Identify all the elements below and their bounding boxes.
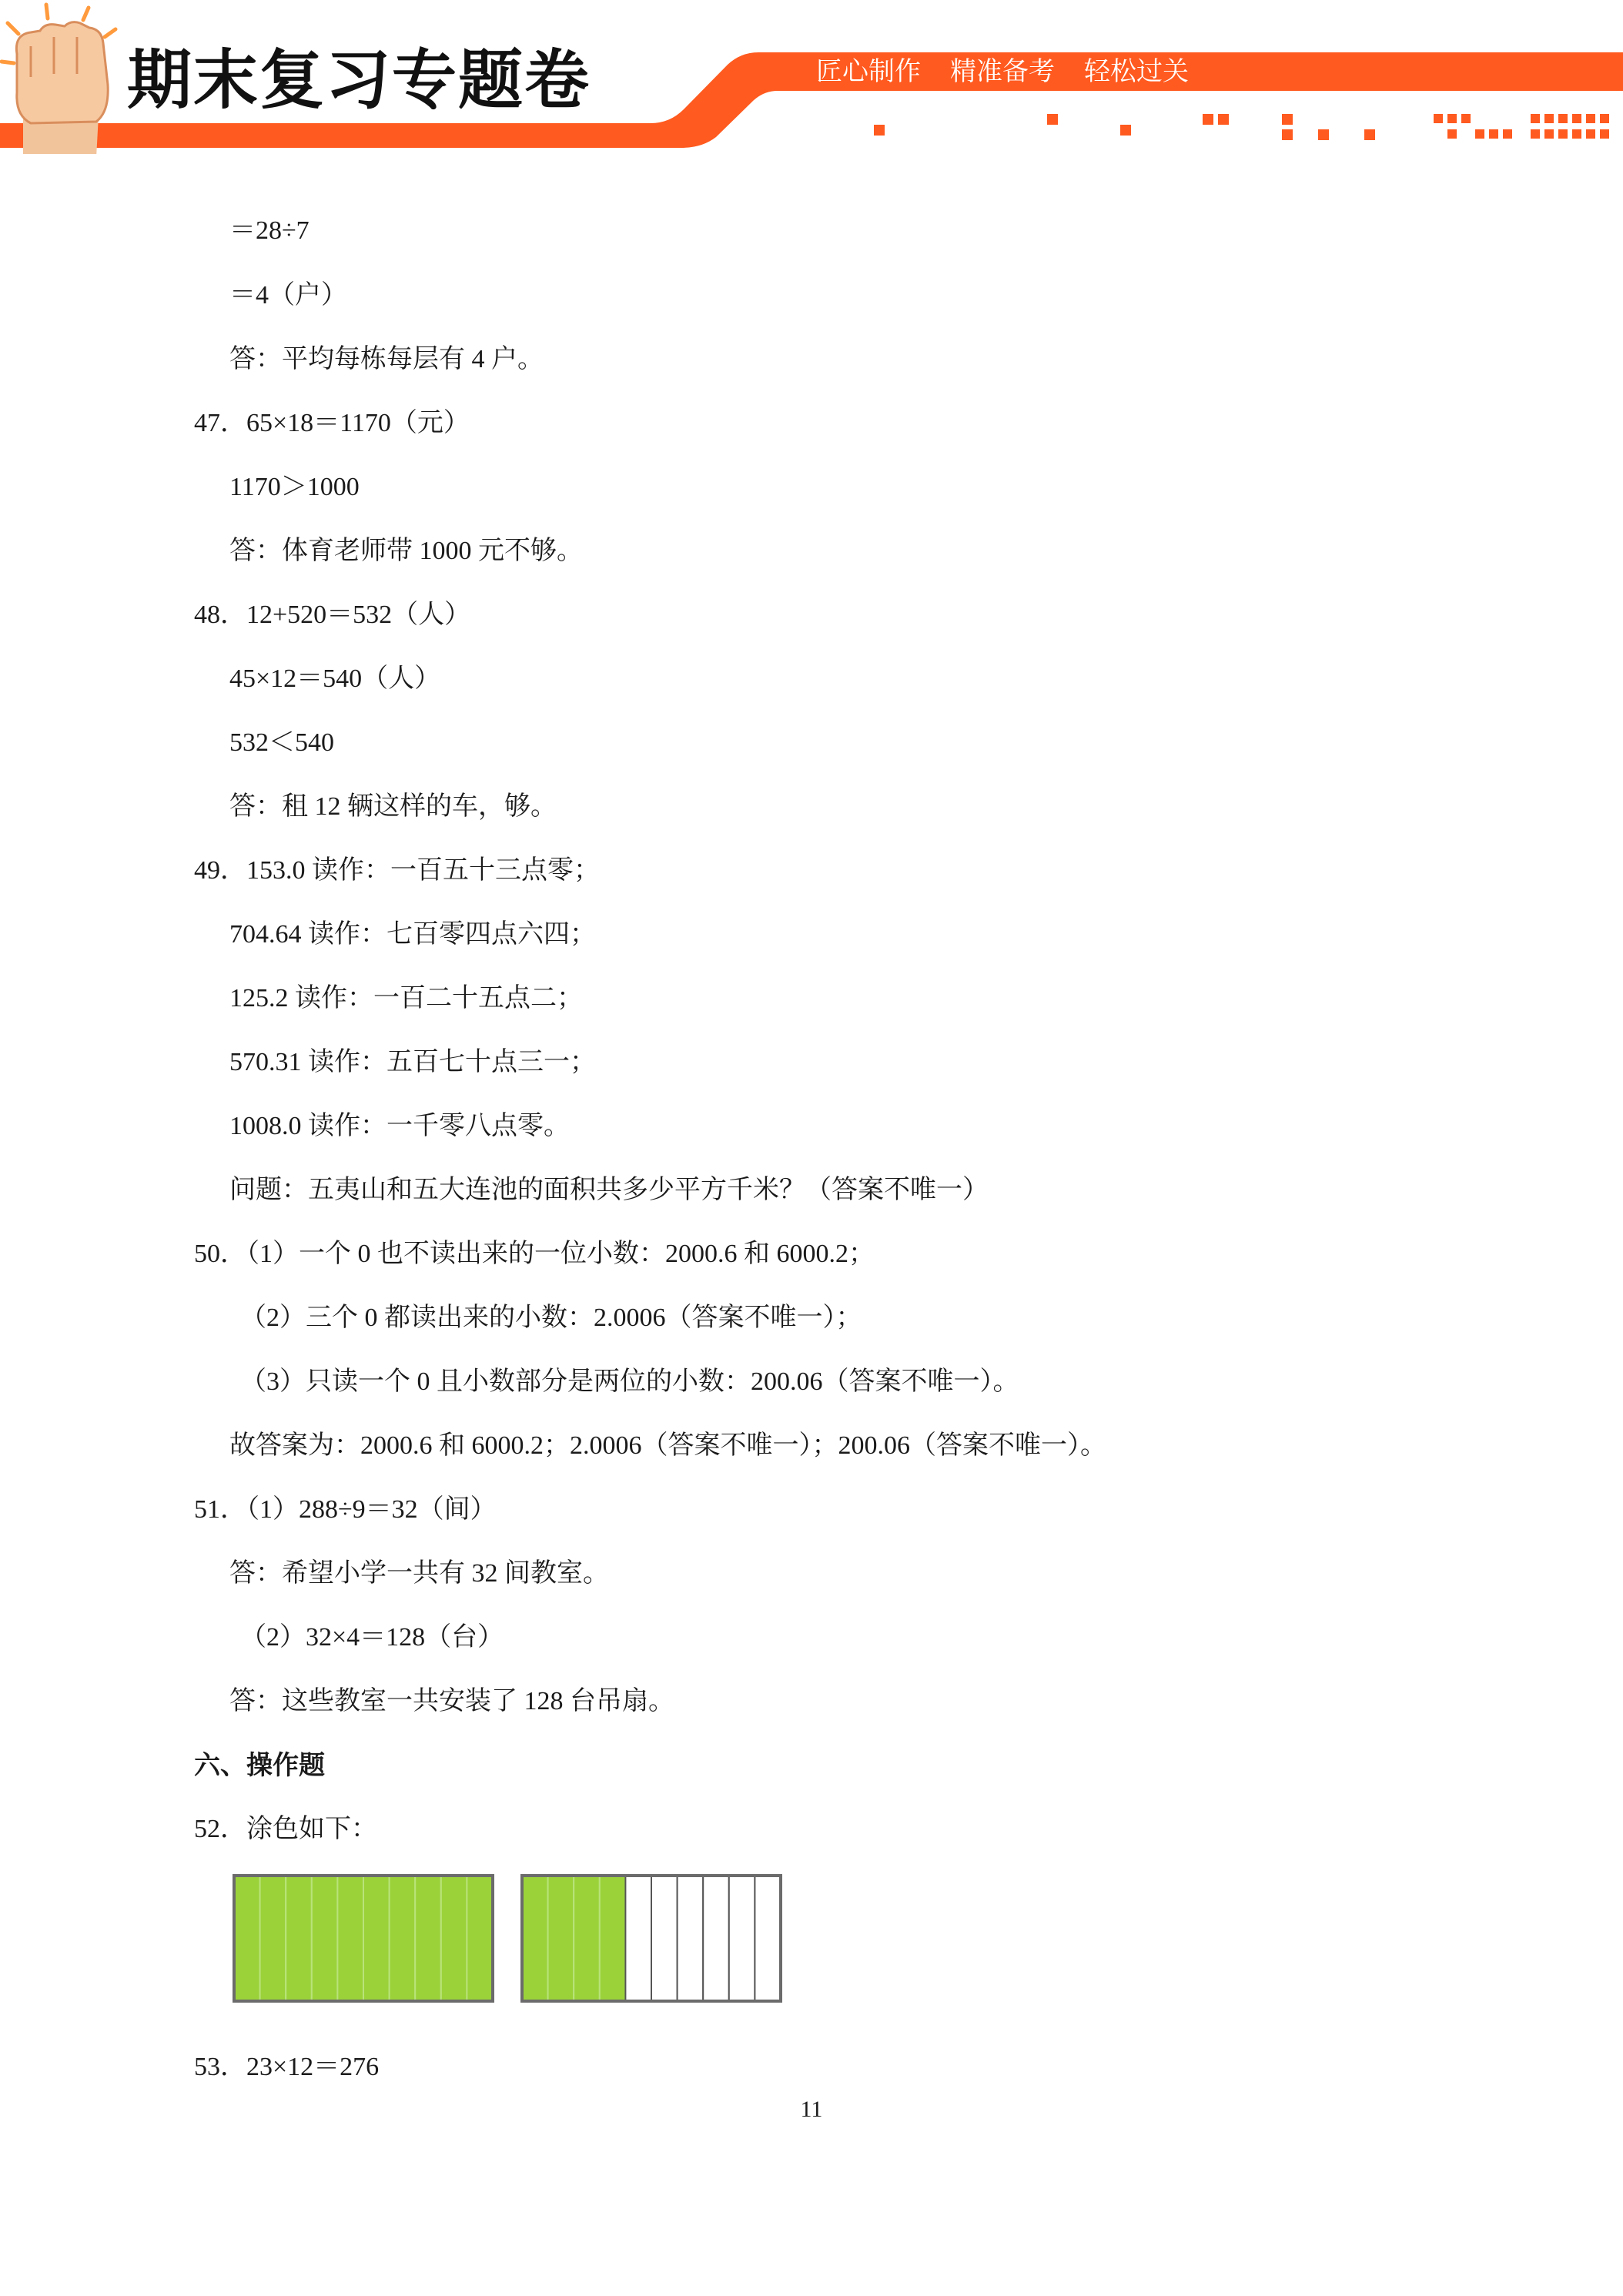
shaded-part	[312, 1876, 338, 2001]
text-line: 570.31 读作：五百七十点三一；	[229, 1048, 596, 1076]
shaded-part	[467, 1876, 493, 2001]
shaded-part	[574, 1876, 600, 2001]
text-line: 答：平均每栋每层有 4 户。	[229, 345, 544, 373]
page-header	[0, 0, 1623, 154]
question-53: 53．23×12＝276	[194, 2053, 380, 2081]
fraction-rectangle	[234, 1876, 493, 2001]
fraction-rectangle	[522, 1876, 781, 2001]
slogan-2: 精准备考	[950, 56, 1055, 87]
shaded-part	[260, 1876, 286, 2001]
shaded-part	[600, 1876, 626, 2001]
section-heading: 六、操作题	[194, 1750, 325, 1781]
unshaded-part	[755, 1876, 781, 2001]
text-line: 答：这些教室一共安装了 128 台吊扇。	[229, 1687, 674, 1715]
question-47: 47．65×18＝1170（元）	[194, 409, 470, 437]
text-line: 1170＞1000	[229, 473, 360, 501]
text-line: 答：希望小学一共有 32 间教室。	[229, 1559, 609, 1588]
unshaded-part	[651, 1876, 678, 2001]
text-line: （2）三个 0 都读出来的小数：2.0006（答案不唯一）；	[240, 1304, 862, 1332]
shaded-part	[234, 1876, 260, 2001]
text-line: 答：租 12 辆这样的车，够。	[229, 792, 557, 821]
question-48: 48．12+520＝532（人）	[194, 601, 471, 629]
text-line: 1008.0 读作：一千零八点零。	[229, 1112, 570, 1140]
unshaded-part	[678, 1876, 704, 2001]
question-50: 50．（1）一个 0 也不读出来的一位小数：2000.6 和 6000.2；	[194, 1240, 875, 1268]
shaded-part	[522, 1876, 548, 2001]
shaded-part	[415, 1876, 441, 2001]
slogan-3: 轻松过关	[1084, 56, 1189, 87]
text-line: ＝28÷7	[229, 216, 310, 245]
shaded-part	[441, 1876, 467, 2001]
question-49: 49．153.0 读作：一百五十三点零；	[194, 856, 600, 885]
text-line: （2）32×4＝128（台）	[240, 1623, 504, 1652]
text-line: 故答案为：2000.6 和 6000.2；2.0006（答案不唯一）；200.06（答案不唯一）。	[229, 1431, 1106, 1460]
text-line: 125.2 读作：一百二十五点二；	[229, 984, 583, 1012]
document-title: 期末复习专题卷	[127, 42, 591, 118]
shaded-part	[337, 1876, 363, 2001]
unshaded-part	[625, 1876, 651, 2001]
text-line: ＝4（户）	[229, 281, 347, 310]
shaded-part	[363, 1876, 390, 2001]
text-line: 704.64 读作：七百零四点六四；	[229, 920, 596, 949]
unshaded-part	[729, 1876, 755, 2001]
text-line: 532＜540	[229, 728, 334, 757]
text-line: 45×12＝540（人）	[229, 664, 441, 693]
shaded-rectangles-figure	[231, 1871, 793, 2006]
text-line: 答：体育老师带 1000 元不够。	[229, 537, 583, 565]
shaded-part	[548, 1876, 574, 2001]
slogan-1: 匠心制作	[816, 56, 921, 87]
shaded-part	[286, 1876, 312, 2001]
shaded-part	[390, 1876, 416, 2001]
text-line: （3）只读一个 0 且小数部分是两位的小数：200.06（答案不唯一）。	[240, 1367, 1019, 1396]
question-52: 52．涂色如下：	[194, 1815, 377, 1843]
question-51: 51．（1）288÷9＝32（间）	[194, 1495, 497, 1524]
header-slogans	[816, 56, 1218, 87]
text-line: 问题：五夷山和五大连池的面积共多少平方千米？（答案不唯一）	[229, 1176, 989, 1204]
page-number: 11	[800, 2097, 823, 2122]
unshaded-part	[703, 1876, 729, 2001]
